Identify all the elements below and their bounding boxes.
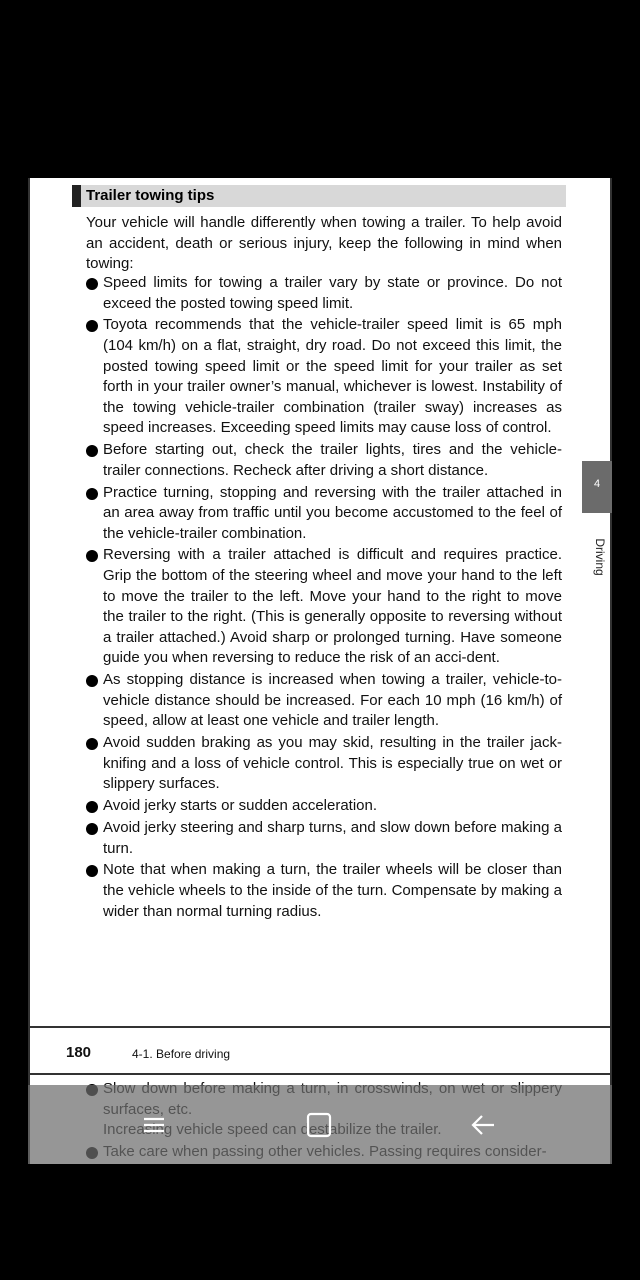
list-item xyxy=(86,273,562,314)
page-border-left xyxy=(28,178,30,1028)
page-border-right xyxy=(610,178,612,1028)
list-item-text: As stopping distance is increased when towing a trailer, vehicle-to-vehicle distance should be increased. For each 10 mph (16 km/h) of speed, allow at least one vehicle and trailer length. xyxy=(103,671,562,730)
manual-page xyxy=(28,178,612,1164)
list-item xyxy=(86,440,562,481)
bullet-icon xyxy=(86,278,98,290)
bullet-icon xyxy=(86,801,98,813)
back-icon[interactable] xyxy=(468,1110,498,1140)
list-item xyxy=(86,483,562,545)
bullet-icon xyxy=(86,675,98,687)
tips-list xyxy=(86,273,562,923)
list-item-text: Practice turning, stopping and reversing with the trailer attached in an area away from traffic until you become accustomed to the feel of the vehicle-trailer combination. xyxy=(103,483,562,542)
bullet-icon xyxy=(86,865,98,877)
intro-paragraph: Your vehicle will handle differently when towing a trailer. To help avoid an accident, death or serious injury, keep the following in mind when towing: xyxy=(86,214,562,273)
bullet-icon xyxy=(86,823,98,835)
list-item xyxy=(86,860,562,922)
menu-icon[interactable] xyxy=(140,1110,170,1140)
list-item-text: Toyota recommends that the vehicle-trailer speed limit is 65 mph (104 km/h) on a flat, straight, dry road. Do not exceed this limit, the posted towing speed limit or the speed limit for your trailer as set forth in your trailer owner’s manual, whichever is lowest. Instability of the towing vehicle-trailer combination (trailer sway) increases as speed increases. Exceeding speed limits may cause loss of control. xyxy=(103,316,562,437)
page-number: 180 xyxy=(66,1044,92,1061)
list-item xyxy=(86,670,562,732)
list-item-text: Avoid jerky starts or sudden acceleration. xyxy=(103,797,378,815)
list-item xyxy=(86,545,562,669)
list-item-text: Avoid jerky steering and sharp turns, and slow down before making a turn. xyxy=(103,818,562,857)
list-item-text: Reversing with a trailer attached is difficult and requires practice. Grip the bottom of the steering wheel and move your hand to the left to move the trailer to the left. Move your hand to the right to move the trailer to the right. (This is generally opposite to reversing without a trailer attached.) Avoid sharp or prolonged turning. Have someone guide you when reversing to reduce the risk of an acci-dent. xyxy=(103,546,562,667)
list-item-text: Before starting out, check the trailer lights, tires and the vehicle-trailer connections. Recheck after driving a short distance. xyxy=(103,441,562,479)
bullet-icon xyxy=(86,550,98,562)
list-item xyxy=(86,796,562,817)
list-item xyxy=(86,733,562,795)
bullet-icon xyxy=(86,738,98,750)
home-icon[interactable] xyxy=(304,1110,334,1140)
list-item-text: Avoid sudden braking as you may skid, resulting in the trailer jack-knifing and a loss of vehicle control. This is especially true on wet or slippery surfaces. xyxy=(103,734,562,793)
chapter-tab[interactable]: 4 xyxy=(582,461,612,513)
bullet-icon xyxy=(86,445,98,457)
page-footer xyxy=(28,1028,612,1073)
list-item-text: Note that when making a turn, the trailer wheels will be closer than the vehicle wheels to the inside of the turn. Compensate by making a wider than normal turning radius. xyxy=(103,861,562,920)
bullet-icon xyxy=(86,488,98,500)
list-item-text: Speed limits for towing a trailer vary by state or province. Do not exceed the posted towing speed limit. xyxy=(103,274,562,312)
chapter-label: Driving xyxy=(593,538,607,576)
bullet-icon xyxy=(86,320,98,332)
footer-section-title: 4-1. Before driving xyxy=(132,1047,231,1061)
list-item xyxy=(86,818,562,859)
list-item xyxy=(86,315,562,439)
navigation-bar xyxy=(28,1085,612,1164)
section-title: Trailer towing tips xyxy=(72,185,566,207)
